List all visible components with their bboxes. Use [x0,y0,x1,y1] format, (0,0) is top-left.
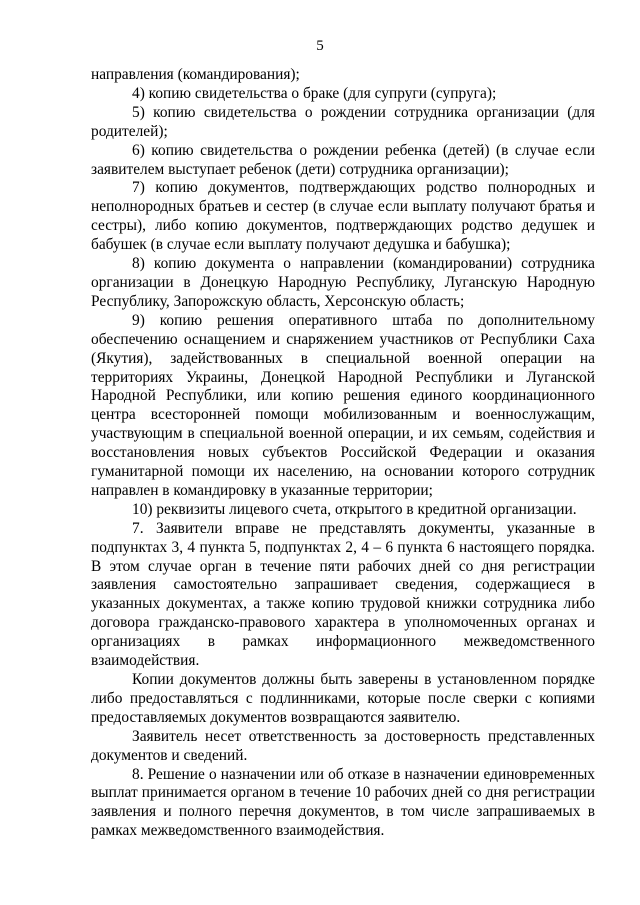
paragraph-copies-certification: Копии документов должны быть заверены в установленном порядке либо предоставляться с подлинниками, которые после сверки с копиями предоставляемых документов возвращаются заявителю. [91,671,595,726]
paragraph-item-7: 7) копию документов, подтверждающих родство полнородных и неполнородных братьев и сестер (в случае если выплату получают братья и сестры), либо копию документов, подтверждающих родство дедушек и бабушек (в случае если выплату получают дедушка и бабушка); [91,179,595,254]
paragraph-item-9: 9) копию решения оперативного штаба по дополнительному обеспечению оснащением и снаряжением участников от Республики Саха (Якутия), задействованных в специальной военной операции на территориях Украины, Донецкой Народной Республики и Луганской Народной Республики, или копию решения единого координационного центра всесторонней помощи мобилизованным и военнослужащим, участвующим в специальной военной операции, и их семьям, содействия и восстановления новых субъектов Российской Федерации и оказания гуманитарной помощи их населению, на основании которого сотрудник направлен в командировку в указанные территории; [91,311,595,499]
paragraph-continuation: направления (командирования); [91,66,300,83]
paragraph-clause-8: 8. Решение о назначении или об отказе в назначении единовременных выплат принимается органом в течение 10 рабочих дней со дня регистрации заявления и полного перечня документов, в том числе запрашиваемых в рамках межведомственного взаимодействия. [91,765,595,840]
paragraph-clause-7: 7. Заявители вправе не представлять документы, указанные в подпунктах 3, 4 пункта 5, подпунктах 2, 4 – 6 пункта 6 настоящего порядка. В этом случае орган в течение пяти рабочих дней со дня регистрации заявления самостоятельно запрашивает сведения, содержащиеся в указанных документах, а также копию трудовой книжки сотрудника либо договора гражданско-правового характера в уполномоченных органах и организациях в рамках информационного межведомственного взаимодействия. [91,519,595,670]
paragraph-item-6: 6) копию свидетельства о рождении ребенка (детей) (в случае если заявителем выступает ребенок (дети) сотрудника организации); [91,141,595,178]
page-number: 5 [316,38,324,54]
paragraph-item-4: 4) копию свидетельства о браке (для супруги (супруга); [132,84,497,102]
paragraph-item-5: 5) копию свидетельства о рождении сотрудника организации (для родителей); [91,103,595,140]
paragraph-item-10: 10) реквизиты лицевого счета, открытого в кредитной организации. [132,500,577,518]
paragraph-applicant-responsibility: Заявитель несет ответственность за достоверность представленных документов и сведений. [91,727,595,764]
document-body [91,66,595,841]
paragraph-item-8: 8) копию документа о направлении (командировании) сотрудника организации в Донецкую Народную Республику, Луганскую Народную Республику, Запорожскую область, Херсонскую область; [91,255,595,310]
